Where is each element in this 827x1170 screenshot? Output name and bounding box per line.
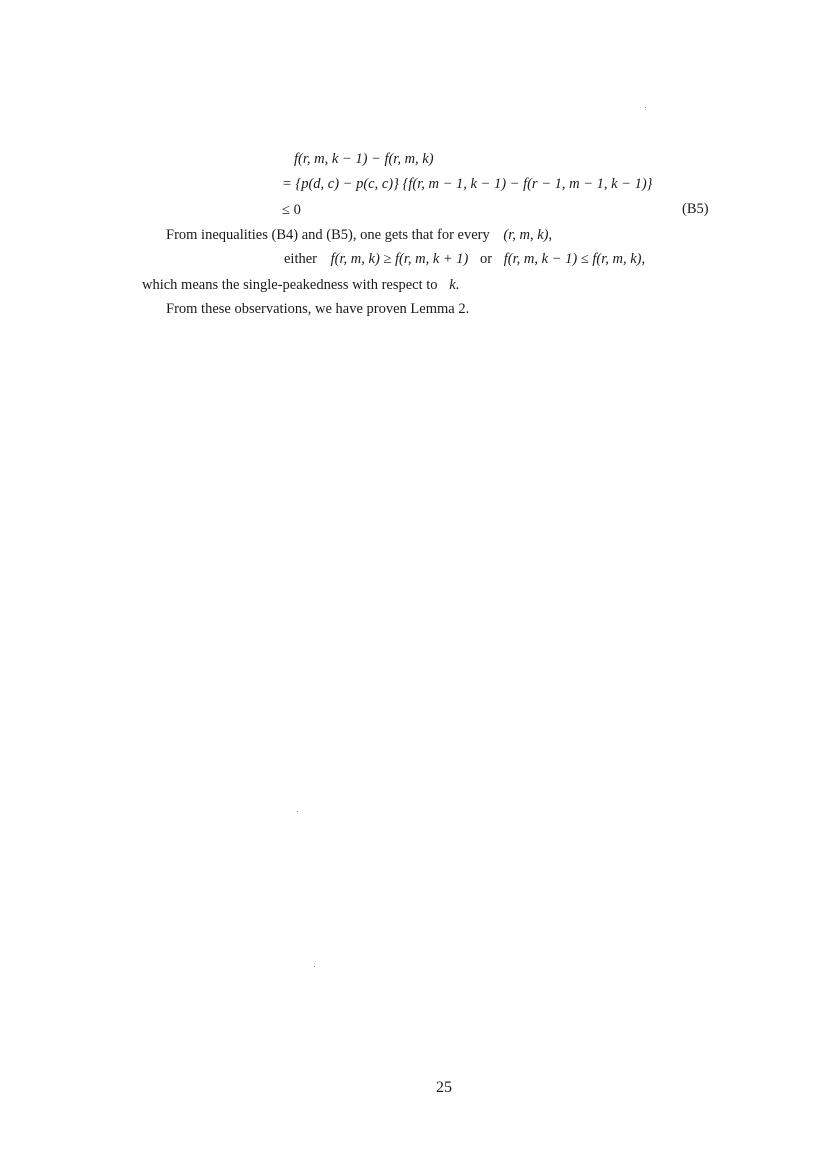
inequalities-text: From inequalities (B4) and (B5), one gets that for every [166, 227, 490, 243]
equation-line-1: f(r, m, k − 1) − f(r, m, k) [294, 151, 434, 167]
equation-line-3: ≤ 0 [282, 202, 301, 218]
conclusion-line: From these observations, we have proven Lemma 2. [166, 301, 470, 317]
page-number: 25 [436, 1079, 452, 1096]
which-means-text: which means the single-peakedness with respect to [142, 277, 438, 293]
trailing-comma: , [641, 251, 646, 267]
paragraph-inequalities [166, 226, 552, 244]
inequality-1: f(r, m, k) ≥ f(r, m, k + 1) [330, 251, 469, 267]
period: . [455, 277, 460, 293]
which-means-line [142, 276, 459, 294]
either-word: either [284, 251, 318, 267]
scan-speck [297, 811, 298, 812]
scan-speck [314, 966, 315, 967]
or-word: or [480, 251, 493, 267]
equation-line-2: = {p(d, c) − p(c, c)} {f(r, m − 1, k − 1) − f(r − 1, m − 1, k − 1)} [282, 176, 653, 192]
k-variable: k [449, 277, 456, 293]
scan-speck [645, 107, 646, 108]
equation-number: (B5) [682, 201, 709, 217]
tuple-comma: , [548, 227, 553, 243]
tuple-rmk: (r, m, k) [503, 227, 549, 243]
inequality-2: f(r, m, k − 1) ≤ f(r, m, k) [503, 251, 642, 267]
either-or-line [284, 250, 645, 268]
